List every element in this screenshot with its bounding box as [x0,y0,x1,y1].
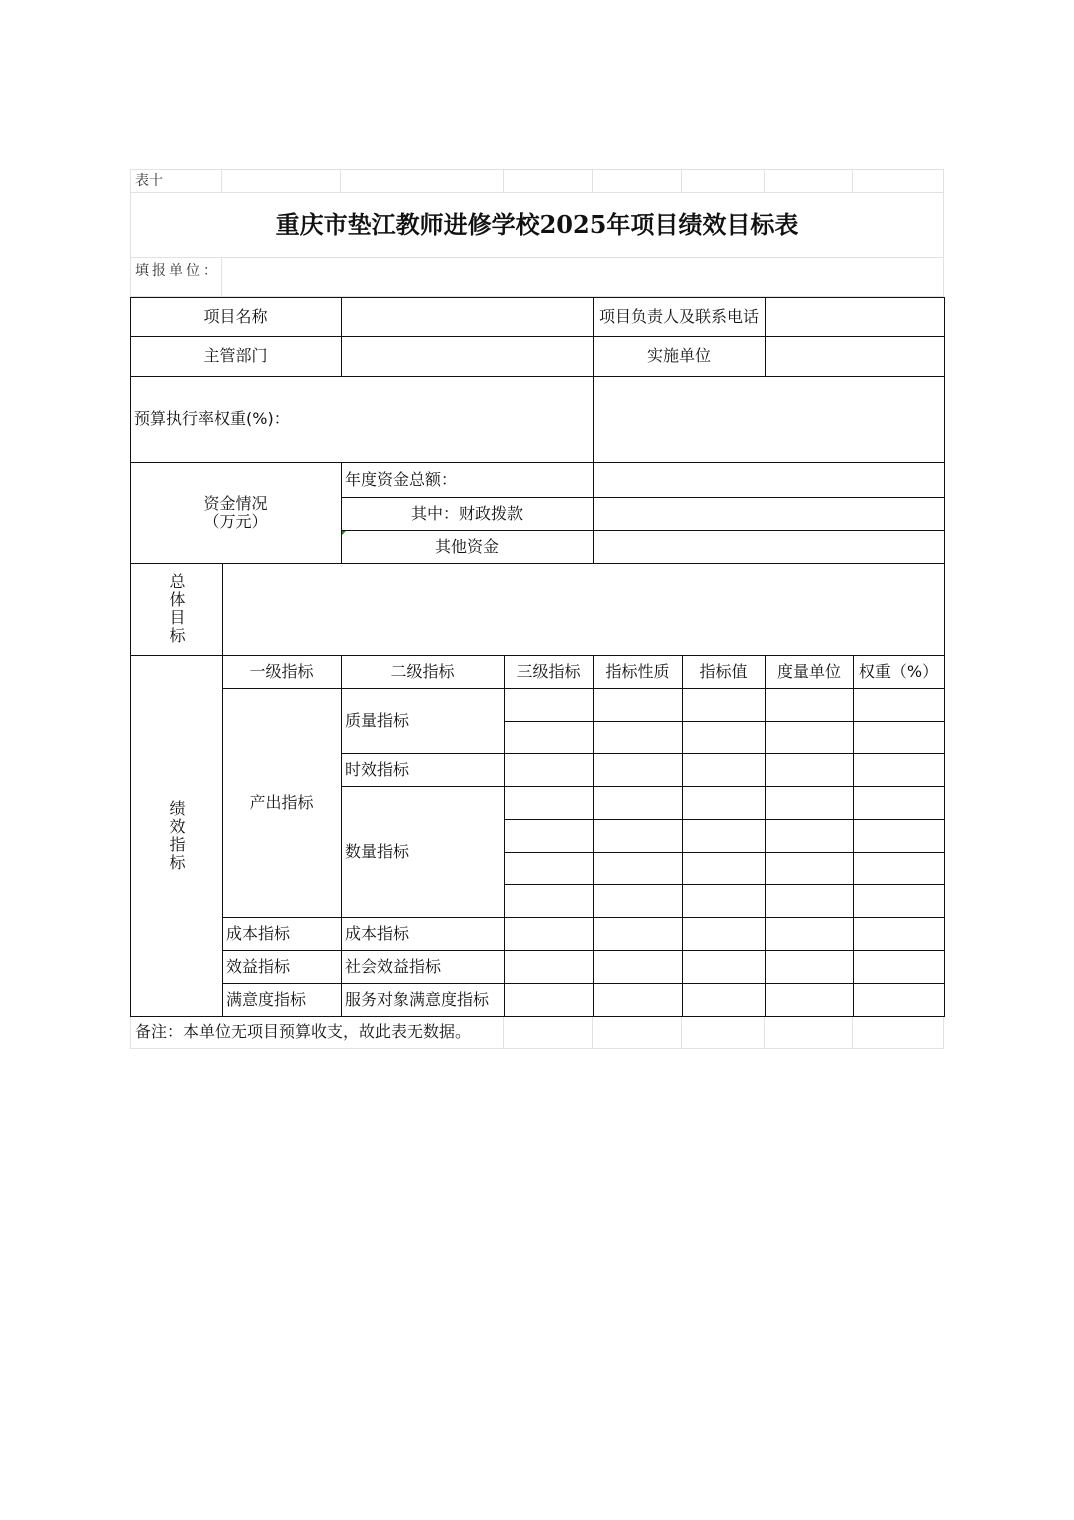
header-level2: 二级指标 [390,661,455,681]
blank-cell [504,1016,593,1049]
blank-cell [853,169,944,193]
indicator-cell[interactable] [853,950,944,983]
indicator-cell[interactable] [504,721,593,754]
perf-indicators-label: 绩效指标 [167,799,186,872]
table-line [765,297,766,377]
indicator-cell[interactable] [593,950,682,983]
table-line [341,530,945,531]
header-level1: 一级指标 [249,661,314,681]
indicator-cell[interactable] [853,983,944,1016]
level2-social-benefit: 社会效益指标 [345,956,442,976]
table-line [130,297,945,298]
table-line [593,297,594,377]
indicator-cell[interactable] [593,852,682,885]
table-line [130,462,945,463]
funds-total-label: 年度资金总额： [345,469,458,489]
indicator-cell[interactable] [853,884,944,917]
table-line [341,297,342,377]
table-line [341,786,945,787]
table-line [222,917,945,918]
indicator-cell[interactable] [593,753,682,786]
blank-cell [765,1016,853,1049]
funds-other-value[interactable] [593,530,944,563]
indicator-cell[interactable] [682,852,765,885]
table-line [341,655,342,1017]
table-line [682,655,683,1017]
level1-satisfaction: 满意度指标 [226,989,307,1009]
blank-cell [682,169,765,193]
indicator-cell[interactable] [853,819,944,852]
level1-output: 产出指标 [249,792,314,812]
indicator-cell[interactable] [765,950,853,983]
indicator-cell[interactable] [765,983,853,1016]
level2-service-satisfaction: 服务对象满意度指标 [345,989,490,1009]
indicator-cell[interactable] [765,917,853,950]
blank-cell [593,169,682,193]
funds-label: 资金情况 （万元） [203,493,268,531]
project-lead-label: 项目负责人及联系电话 [599,306,760,326]
indicator-cell[interactable] [682,721,765,754]
indicator-cell[interactable] [853,852,944,885]
indicator-cell[interactable] [504,688,593,721]
impl-unit-value[interactable] [765,336,944,376]
table-line [222,983,945,984]
header-level3: 三级指标 [516,661,581,681]
indicator-cell[interactable] [682,983,765,1016]
table-line [765,655,766,1017]
indicator-cell[interactable] [682,950,765,983]
indicator-cell[interactable] [504,884,593,917]
blank-cell [222,169,341,193]
level2-timeliness: 时效指标 [345,759,410,779]
table-number: 表十 [130,169,222,193]
project-name-value[interactable] [341,297,593,336]
table-line [593,376,594,463]
indicator-cell[interactable] [504,852,593,885]
indicator-cell[interactable] [765,721,853,754]
table-line [222,563,223,1017]
indicator-cell[interactable] [853,786,944,819]
indicator-cell[interactable] [765,884,853,917]
performance-target-sheet [130,169,944,1049]
indicator-cell[interactable] [504,753,593,786]
impl-unit-label: 实施单位 [646,346,711,365]
table-line [130,297,131,1017]
indicator-cell[interactable] [682,786,765,819]
table-line [130,655,945,656]
indicator-cell[interactable] [853,688,944,721]
blank-cell [504,169,593,193]
table-line [504,852,945,853]
blank-cell [341,169,504,193]
indicator-cell[interactable] [682,884,765,917]
indicator-cell[interactable] [593,884,682,917]
funds-fiscal-label: 其中：财政拨款 [410,503,523,523]
level2-quality: 质量指标 [345,710,410,730]
indicator-cell[interactable] [504,917,593,950]
table-line [504,819,945,820]
indicator-cell[interactable] [593,688,682,721]
indicator-cell[interactable] [504,819,593,852]
fill-unit-value[interactable] [222,258,944,297]
indicator-cell[interactable] [593,819,682,852]
indicator-cell[interactable] [593,917,682,950]
table-line [341,497,945,498]
indicator-cell[interactable] [593,983,682,1016]
indicator-cell[interactable] [765,786,853,819]
budget-rate-label: 预算执行率权重(%)： [134,409,290,428]
indicator-cell[interactable] [765,852,853,885]
table-line [853,655,854,1017]
funds-other-label: 其他资金 [434,536,499,556]
level1-cost: 成本指标 [226,923,291,943]
dept-value[interactable] [341,336,593,376]
fill-unit-label: 填报单位： [130,258,222,297]
indicator-cell[interactable] [853,753,944,786]
table-line [593,462,594,564]
table-line [130,336,945,337]
table-line [130,376,945,377]
indicator-cell[interactable] [853,917,944,950]
indicator-cell[interactable] [765,753,853,786]
page-title: 重庆市垫江教师进修学校2025年项目绩效目标表 [130,193,944,258]
indicator-cell[interactable] [765,819,853,852]
table-line [341,753,945,754]
table-line [130,563,945,564]
indicator-cell[interactable] [765,688,853,721]
table-line [944,297,945,1017]
table-line [504,655,505,1017]
header-nature: 指标性质 [605,661,670,681]
indicator-cell[interactable] [593,786,682,819]
level2-cost: 成本指标 [345,923,410,943]
header-value: 指标值 [699,661,748,681]
header-weight: 权重（%） [858,661,939,681]
indicator-cell[interactable] [682,688,765,721]
overall-goal-value[interactable] [222,563,944,655]
project-name-label: 项目名称 [203,306,268,326]
blank-cell [593,1016,682,1049]
blank-cell [682,1016,765,1049]
indicator-cell[interactable] [853,721,944,754]
dept-label: 主管部门 [203,346,268,365]
table-line [504,884,945,885]
indicator-cell[interactable] [682,917,765,950]
table-line [130,1016,945,1017]
blank-cell [765,169,853,193]
indicator-cell[interactable] [504,786,593,819]
indicator-cell[interactable] [682,753,765,786]
note: 备注：本单位无项目预算收支，故此表无数据。 [130,1016,504,1049]
project-lead-value[interactable] [765,297,944,336]
funds-fiscal-value[interactable] [593,497,944,530]
overall-goal-label: 总体目标 [167,573,186,645]
table-line [222,950,945,951]
budget-rate-value[interactable] [593,376,944,462]
funds-total-value[interactable] [593,462,944,497]
level2-quantity: 数量指标 [345,841,410,861]
table-line [222,688,945,689]
indicator-cell[interactable] [593,721,682,754]
table-line [593,655,594,1017]
header-unit: 度量单位 [776,661,841,681]
indicator-cell[interactable] [504,950,593,983]
table-line [504,721,945,722]
level1-benefit: 效益指标 [226,956,291,976]
blank-cell [853,1016,944,1049]
indicator-cell[interactable] [504,983,593,1016]
indicator-cell[interactable] [682,819,765,852]
table-line [341,462,342,564]
